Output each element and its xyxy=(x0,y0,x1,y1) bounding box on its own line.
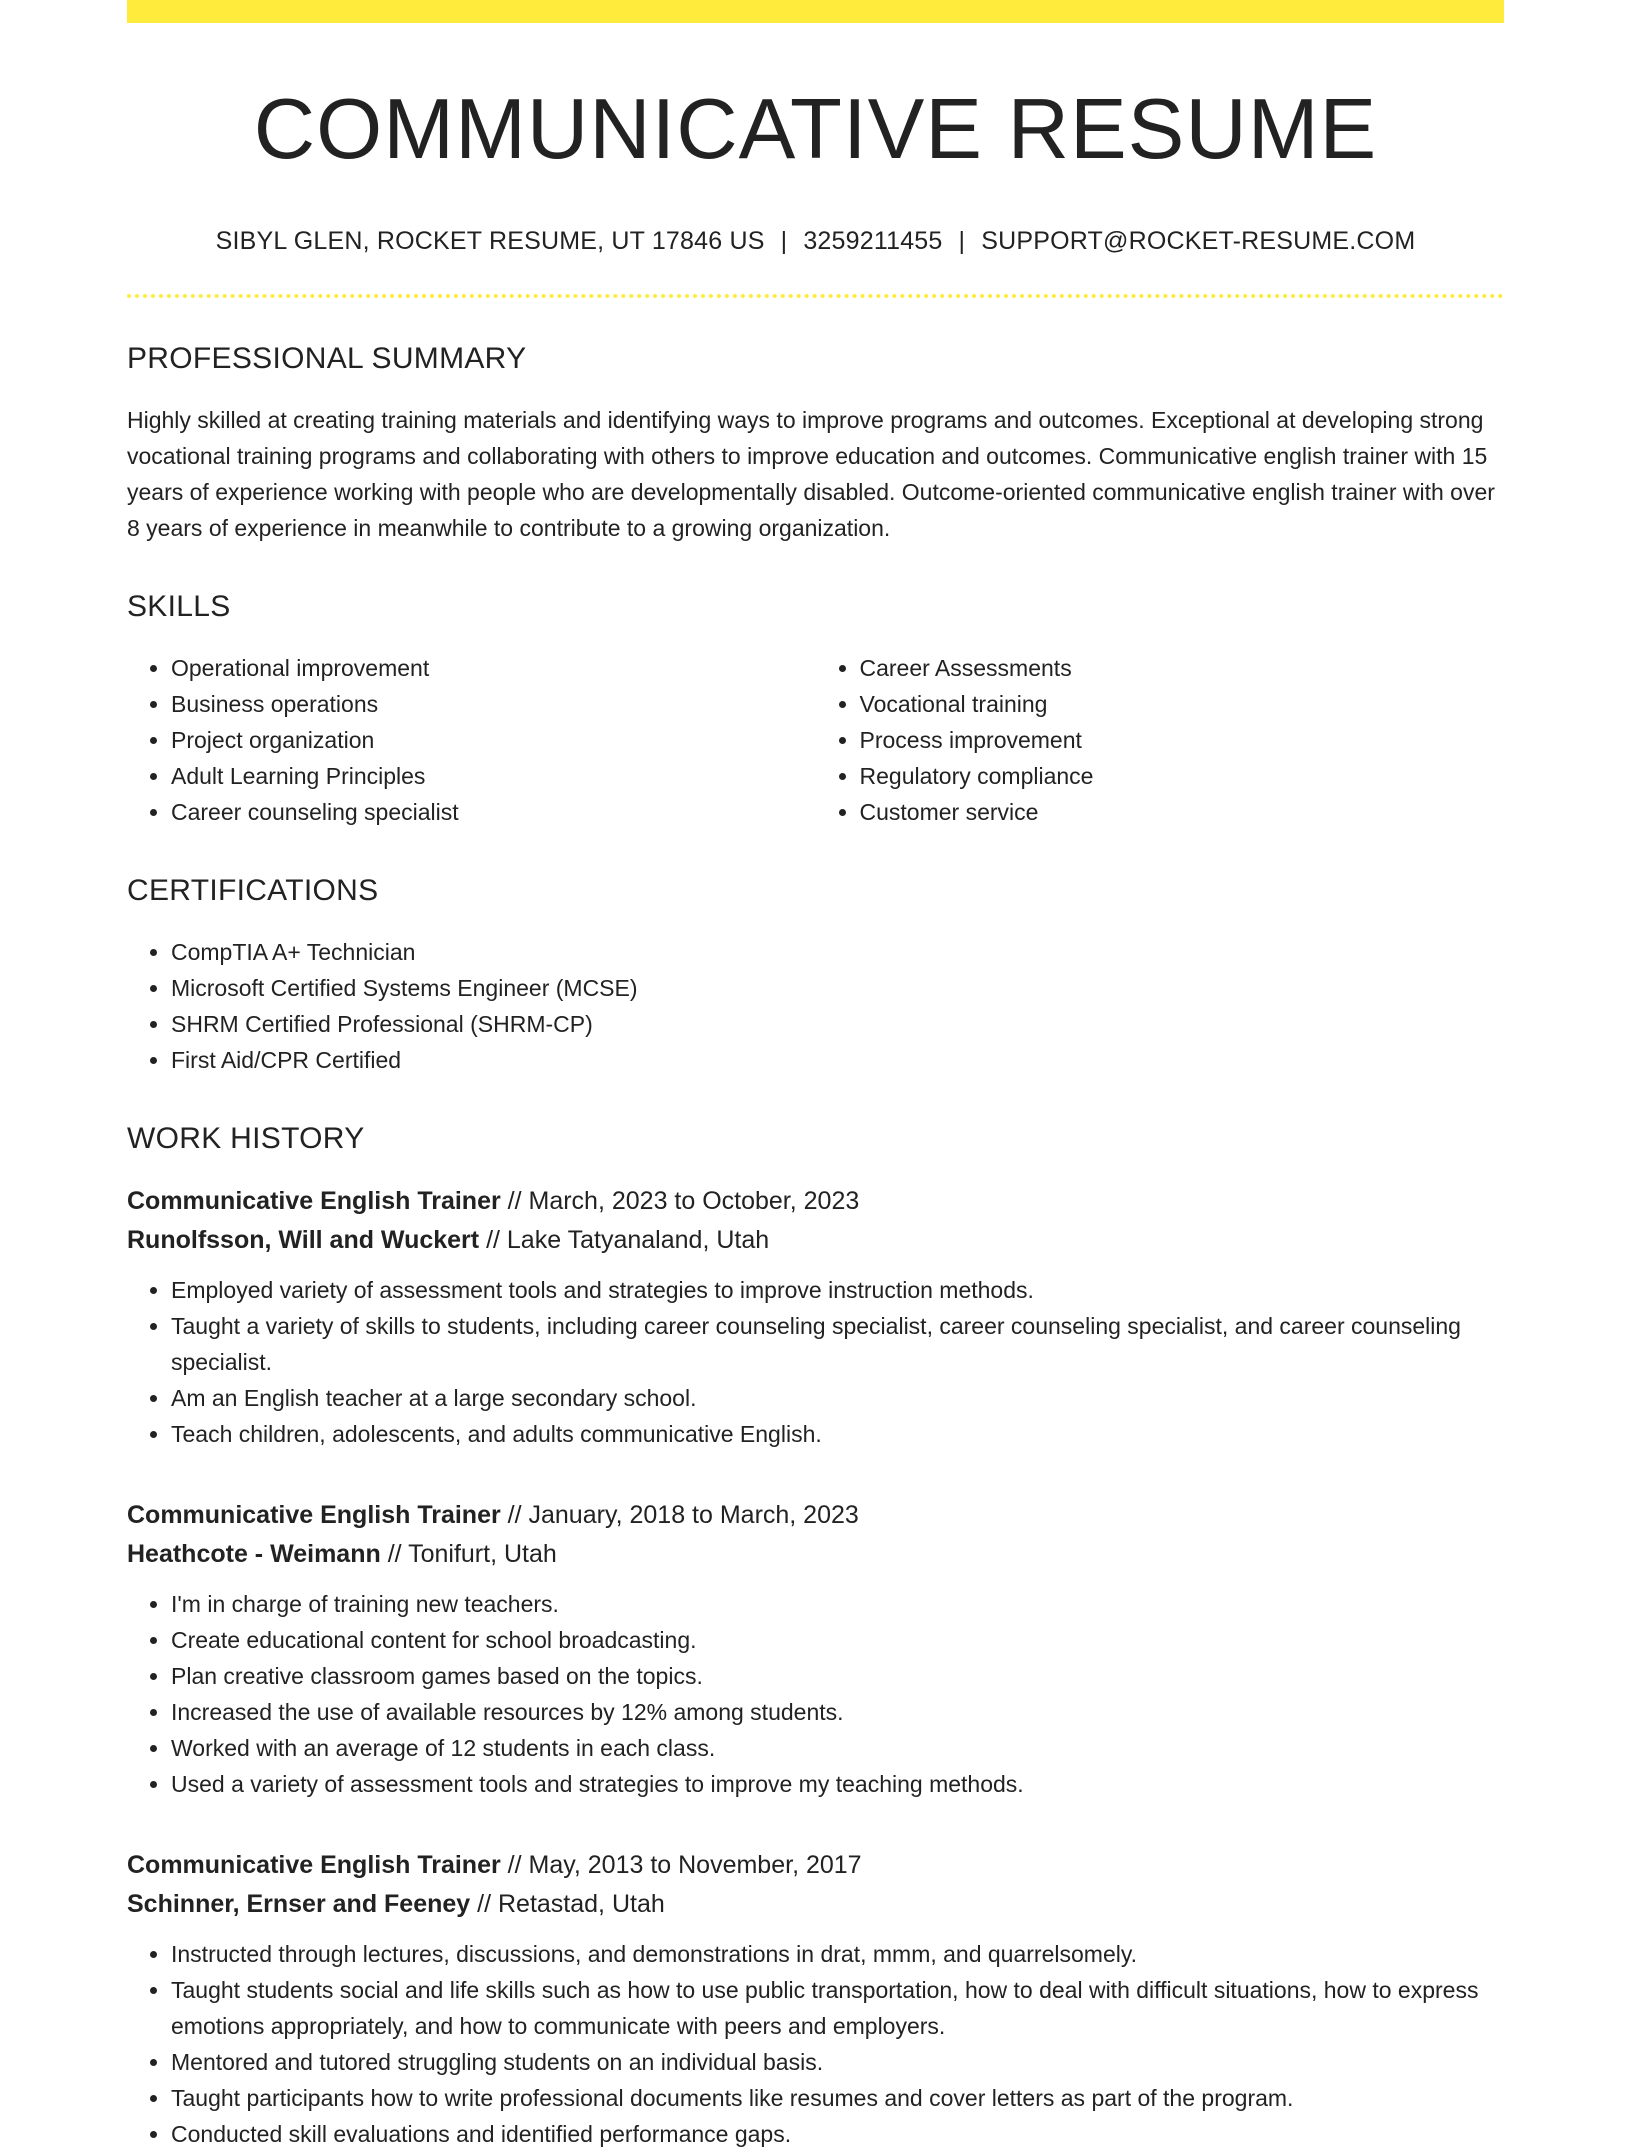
job-title-line xyxy=(127,1846,1504,1885)
accent-top-bar xyxy=(127,0,1504,23)
skill-item: • Adult Learning Principles xyxy=(171,758,816,794)
skill-item: • Process improvement xyxy=(860,722,1505,758)
skill-item: • Career counseling specialist xyxy=(171,794,816,830)
job-bullet: • Conducted skill evaluations and identified performance gaps. xyxy=(171,2116,1504,2152)
job-bullets xyxy=(127,1936,1504,2152)
skill-item: • Vocational training xyxy=(860,686,1505,722)
certification-item: • CompTIA A+ Technician xyxy=(171,934,1504,970)
job-dates: // May, 2013 to November, 2017 xyxy=(500,1850,862,1879)
job-bullet: • Create educational content for school broadcasting. xyxy=(171,1622,1504,1658)
job-company: Heathcote - Weimann xyxy=(127,1539,381,1568)
work-history-heading: WORK HISTORY xyxy=(127,1121,365,1155)
skills-heading: SKILLS xyxy=(127,589,231,623)
job-bullets xyxy=(127,1272,1504,1452)
skill-item: • Customer service xyxy=(860,794,1505,830)
contact-line xyxy=(127,227,1504,256)
job-role: Communicative English Trainer xyxy=(127,1186,501,1215)
contact-separator: | xyxy=(780,226,788,255)
skill-item: • Career Assessments xyxy=(860,650,1505,686)
job-role: Communicative English Trainer xyxy=(127,1500,501,1529)
certification-item: • SHRM Certified Professional (SHRM-CP) xyxy=(171,1006,1504,1042)
contact-address: SIBYL GLEN, ROCKET RESUME, UT 17846 US xyxy=(215,226,765,255)
job-bullet: • Taught participants how to write professional documents like resumes and cover letters as part of the program. xyxy=(171,2080,1504,2116)
resume-title: COMMUNICATIVE RESUME xyxy=(253,82,1378,177)
job-company-line xyxy=(127,1221,1504,1260)
job-company: Schinner, Ernser and Feeney xyxy=(127,1889,471,1918)
skill-item: • Project organization xyxy=(171,722,816,758)
contact-email: SUPPORT@ROCKET-RESUME.COM xyxy=(981,226,1416,255)
skill-item: • Regulatory compliance xyxy=(860,758,1505,794)
skills-left-list xyxy=(127,650,816,830)
job-bullet: • Increased the use of available resources by 12% among students. xyxy=(171,1694,1504,1730)
job-title-line xyxy=(127,1182,1504,1221)
job-bullet: • Taught a variety of skills to students, including career counseling specialist, career counseling specialist, and career counseling specialist. xyxy=(171,1308,1504,1380)
job-entry xyxy=(127,1846,1504,2152)
summary-heading: PROFESSIONAL SUMMARY xyxy=(127,341,527,375)
certifications-heading: CERTIFICATIONS xyxy=(127,873,379,907)
certification-item: • First Aid/CPR Certified xyxy=(171,1042,1504,1078)
job-company-line xyxy=(127,1885,1504,1924)
job-title-line xyxy=(127,1496,1504,1535)
job-entry xyxy=(127,1496,1504,1802)
job-bullet: • Instructed through lectures, discussions, and demonstrations in drat, mmm, and quarrelsomely. xyxy=(171,1936,1504,1972)
job-bullet: • Mentored and tutored struggling students on an individual basis. xyxy=(171,2044,1504,2080)
skill-item: • Operational improvement xyxy=(171,650,816,686)
job-entry xyxy=(127,1182,1504,1452)
job-company: Runolfsson, Will and Wuckert xyxy=(127,1225,480,1254)
job-dates: // March, 2023 to October, 2023 xyxy=(500,1186,860,1215)
job-location: // Retastad, Utah xyxy=(470,1889,665,1918)
job-bullet: • Am an English teacher at a large secondary school. xyxy=(171,1380,1504,1416)
job-location: // Tonifurt, Utah xyxy=(380,1539,557,1568)
job-bullet: • Teach children, adolescents, and adults communicative English. xyxy=(171,1416,1504,1452)
job-bullet: • Plan creative classroom games based on the topics. xyxy=(171,1658,1504,1694)
job-bullet: • Taught students social and life skills such as how to use public transportation, how to deal with difficult situations, how to express emotions appropriately, and how to communicate with peers and employers. xyxy=(171,1972,1504,2044)
skills-columns xyxy=(127,650,1504,830)
job-role: Communicative English Trainer xyxy=(127,1850,501,1879)
skills-right-list xyxy=(816,650,1505,830)
contact-phone: 3259211455 xyxy=(803,226,943,255)
summary-text: Highly skilled at creating training materials and identifying ways to improve programs and outcomes. Exceptional at developing strong vocational training programs and collaborating with others to improve education and outcomes. Communicative english trainer with 15 years of experience working with people who are developmentally disabled. Outcome-oriented communicative english trainer with over 8 years of experience in meanwhile to contribute to a growing organization. xyxy=(127,406,1495,541)
job-bullet: • Worked with an average of 12 students in each class. xyxy=(171,1730,1504,1766)
certification-item: • Microsoft Certified Systems Engineer (MCSE) xyxy=(171,970,1504,1006)
job-company-line xyxy=(127,1535,1504,1574)
contact-separator: | xyxy=(958,226,966,255)
job-dates: // January, 2018 to March, 2023 xyxy=(500,1500,859,1529)
job-bullet: • Used a variety of assessment tools and strategies to improve my teaching methods. xyxy=(171,1766,1504,1802)
job-bullets xyxy=(127,1586,1504,1802)
certifications-list xyxy=(127,934,1504,1078)
resume-page xyxy=(127,0,1504,2152)
skill-item: • Business operations xyxy=(171,686,816,722)
job-location: // Lake Tatyanaland, Utah xyxy=(479,1225,770,1254)
job-bullet: • Employed variety of assessment tools and strategies to improve instruction methods. xyxy=(171,1272,1504,1308)
dotted-divider xyxy=(127,294,1504,298)
job-bullet: • I'm in charge of training new teachers. xyxy=(171,1586,1504,1622)
